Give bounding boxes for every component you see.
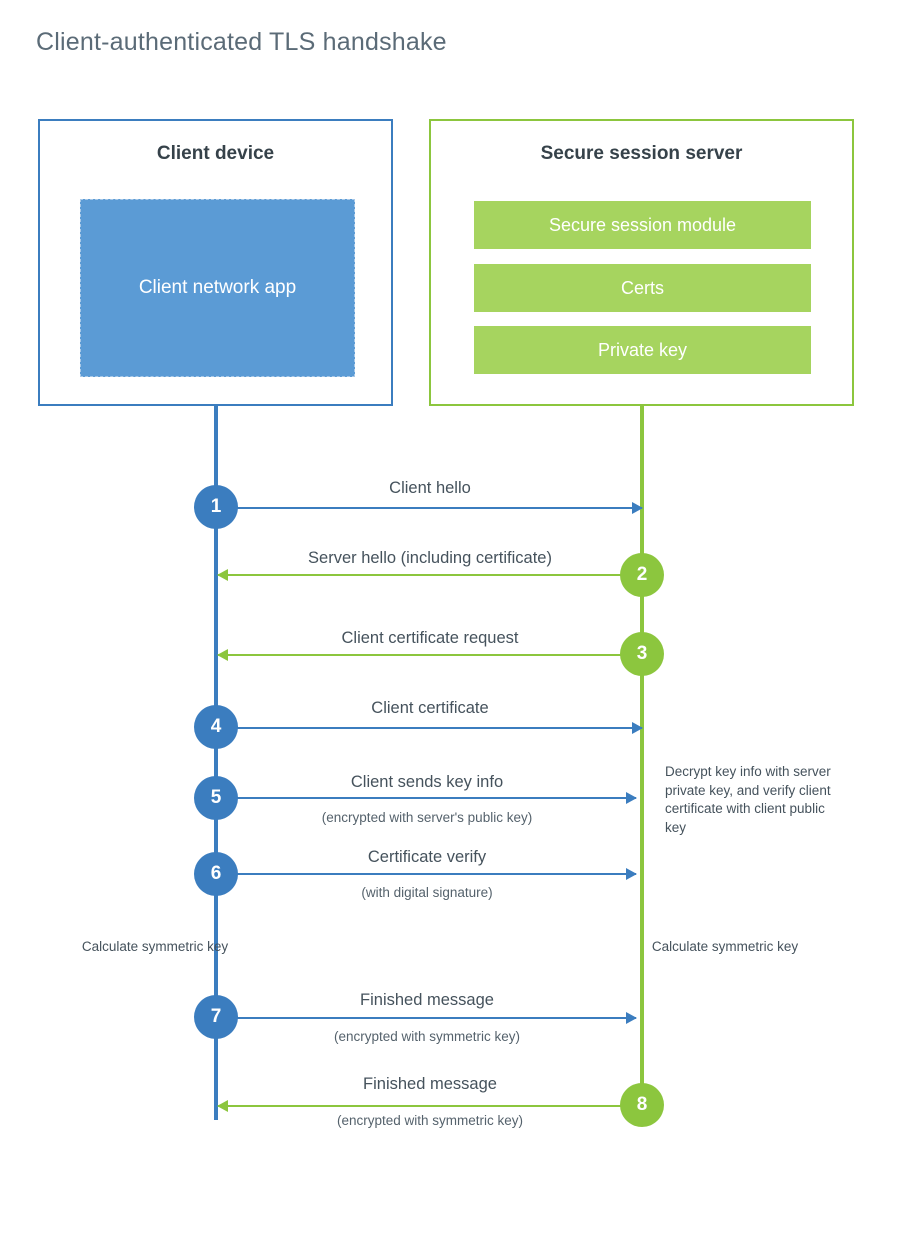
arrow-step-7: [218, 1017, 636, 1019]
label-step-3: Client certificate request: [341, 629, 519, 647]
arrow-step-4: [218, 727, 642, 729]
note-client-calculate-symmetric-key: Calculate symmetric key: [81, 939, 229, 954]
step-circle-4: 4: [194, 705, 238, 749]
arrow-step-8: [218, 1105, 642, 1107]
secure-session-server-title: Secure session server: [540, 143, 743, 164]
step-circle-7: 7: [194, 995, 238, 1039]
label-step-1: Client hello: [389, 479, 471, 497]
server-item-secure-session-module: Secure session module: [474, 201, 811, 249]
label-step-5: Client sends key info: [350, 773, 504, 791]
arrow-step-2: [218, 574, 642, 576]
client-device-title: Client device: [156, 143, 275, 164]
step-circle-2: 2: [620, 553, 664, 597]
note-server-decrypt: Decrypt key info with server private key, and verify client certificate with client public key: [665, 764, 831, 835]
label-step-6: Certificate verify: [367, 848, 487, 866]
arrowhead-icon: [217, 1100, 228, 1112]
arrowhead-icon: [626, 792, 637, 804]
arrow-step-6: [218, 873, 636, 875]
secure-session-server-box: [429, 119, 854, 406]
arrowhead-icon: [217, 569, 228, 581]
arrowhead-icon: [626, 868, 637, 880]
arrow-step-1: [218, 507, 642, 509]
client-network-app: Client network app: [80, 199, 355, 377]
step-circle-8: 8: [620, 1083, 664, 1127]
arrow-step-3: [218, 654, 642, 656]
arrowhead-icon: [217, 649, 228, 661]
note-server-calculate-symmetric-key: Calculate symmetric key: [651, 939, 799, 954]
server-item-certs: Certs: [474, 264, 811, 312]
label-step-8: Finished message: [363, 1075, 497, 1093]
step-circle-6: 6: [194, 852, 238, 896]
arrowhead-icon: [632, 502, 643, 514]
step-circle-5: 5: [194, 776, 238, 820]
sublabel-step-7: (encrypted with symmetric key): [333, 1029, 521, 1044]
arrowhead-icon: [632, 722, 643, 734]
sublabel-step-5: (encrypted with server's public key): [321, 810, 533, 825]
arrow-step-5: [218, 797, 636, 799]
server-item-private-key: Private key: [474, 326, 811, 374]
arrowhead-icon: [626, 1012, 637, 1024]
step-circle-3: 3: [620, 632, 664, 676]
label-step-2: Server hello (including certificate): [308, 549, 552, 567]
label-step-4: Client certificate: [371, 699, 489, 717]
label-step-7: Finished message: [360, 991, 494, 1009]
sublabel-step-6: (with digital signature): [361, 885, 493, 900]
client-device-box: [38, 119, 393, 406]
sublabel-step-8: (encrypted with symmetric key): [336, 1113, 524, 1128]
page-title: Client-authenticated TLS handshake: [36, 28, 447, 56]
step-circle-1: 1: [194, 485, 238, 529]
